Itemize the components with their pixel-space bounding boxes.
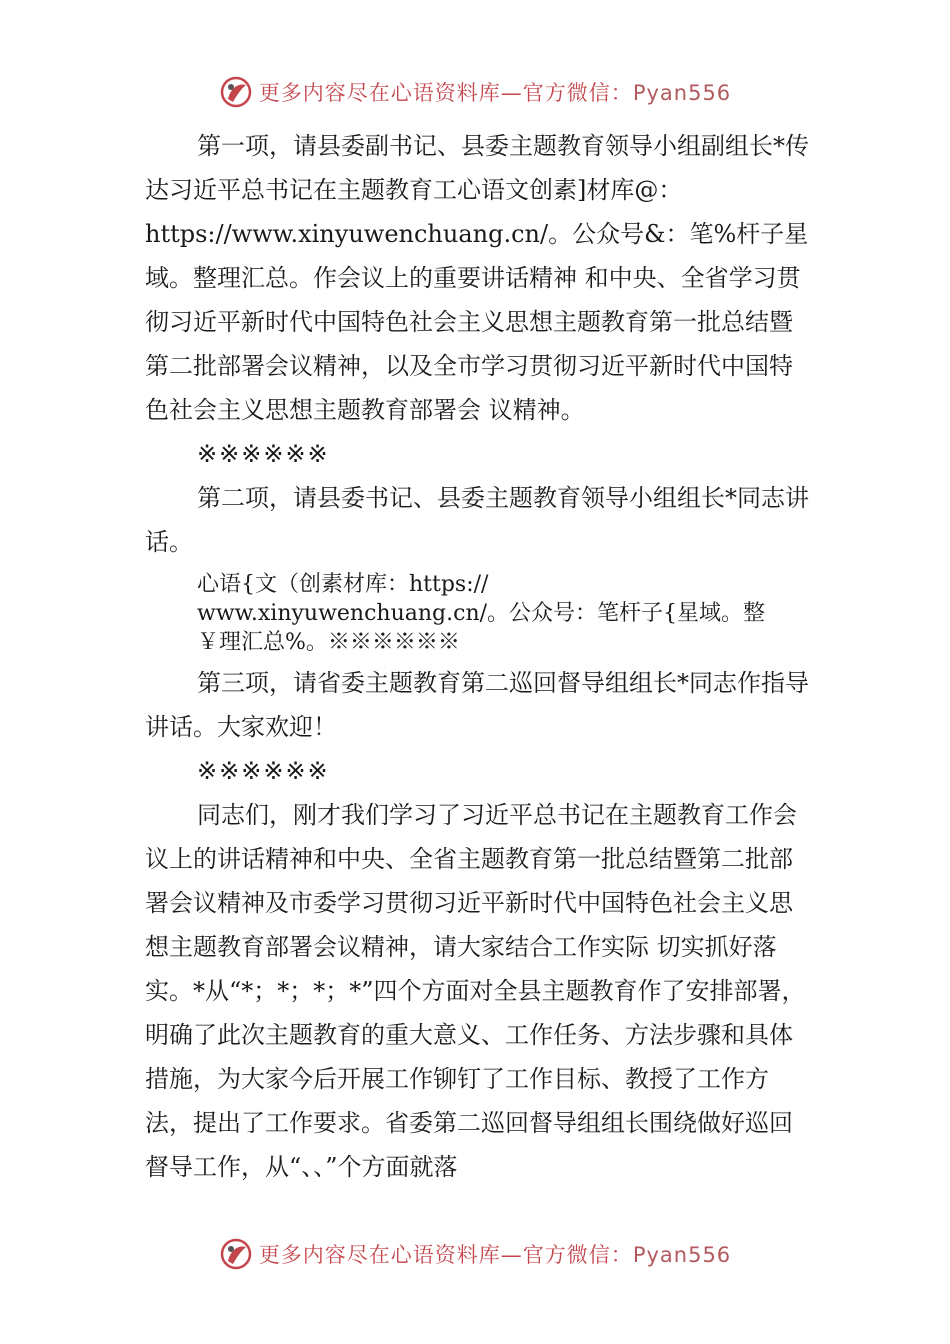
watermark-line: 心语{文（创素材库：https:// <box>197 572 489 597</box>
wechat-id: Pyan556 <box>632 1243 732 1267</box>
watermark-line: www.xinyuwenchuang.cn/。公众号：笔杆子{星域。整 <box>197 601 766 626</box>
banner-text: 更多内容尽在心语资料库—官方微信：Pyan556 <box>258 1243 732 1267</box>
watermark-paragraph <box>145 570 813 657</box>
document-body <box>145 124 813 1189</box>
header-banner <box>0 72 950 112</box>
watermark-line: ￥理汇总%。※※※※※※ <box>197 630 460 655</box>
paragraph-closing: 同志们，刚才我们学习了习近平总书记在主题教育工作会议上的讲话精神和中央、全省主题教育第一批总结暨第二批部署会议精神及市委学习贯彻习近平新时代中国特色社会主义思想主题教育部署会议精神，请大家结合工作实际 切实抓好落实。*从“*；*；*；*”四个方面对全县主题教育作了安排部署，明确了此次主题教育的重大意义、工作任务、方法步骤和具体措施，为大家今后开展工作铆钉了工作目标、教授了工作方法，提出了工作要求。省委第二巡回督导组组长围绕做好巡回督导工作，从“、、”个方面就落 <box>145 801 806 1181</box>
section-separator: ※※※※※※ <box>197 757 330 785</box>
banner-text: 更多内容尽在心语资料库—官方微信：Pyan556 <box>258 81 732 105</box>
footer-banner <box>0 1234 950 1274</box>
brand-logo-icon <box>219 1237 253 1271</box>
paragraph-item-1: 第一项，请县委副书记、县委主题教育领导小组副组长*传达习近平总书记在主题教育工心语文创素]材库@：https://www.xinyuwenchuang.cn/。公众号&：笔%杆子星域。整理汇总。作会议上的重要讲话精神 和中央、全省学习贯彻习近平新时代中国特色社会主义思想主题教育第一批总结暨第二批部署会议精神，以及全市学习贯彻习近平新时代中国特色社会主义思想主题教育部署会 议精神。 <box>145 132 809 424</box>
paragraph-item-3: 第三项，请省委主题教育第二巡回督导组组长*同志作指导讲话。大家欢迎！ <box>145 669 809 741</box>
section-separator: ※※※※※※ <box>197 440 330 468</box>
brand-logo-icon <box>219 75 253 109</box>
paragraph-item-2: 第二项，请县委书记、县委主题教育领导小组组长*同志讲话。 <box>145 484 809 556</box>
wechat-id: Pyan556 <box>632 81 732 105</box>
